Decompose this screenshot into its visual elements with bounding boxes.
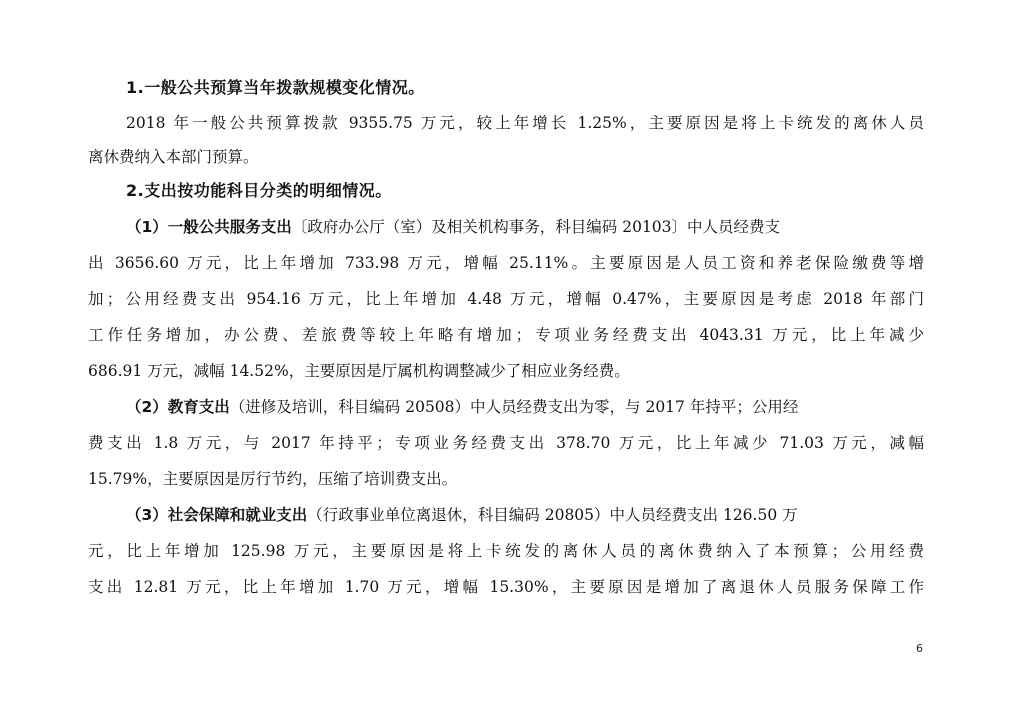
item-2-line-1	[126, 392, 924, 422]
item-1-line-3: 加；公用经费支出 954.16 万元，比上年增加 4.48 万元，增幅 0.47%，主要原因是考虑 2018 年部门	[88, 290, 924, 308]
item-3-line-3: 支出 12.81 万元，比上年增加 1.70 万元，增幅 15.30%，主要原因是增加了离退休人员服务保障工作	[88, 578, 924, 596]
item-1-line-4: 工作任务增加，办公费、差旅费等较上年略有增加；专项业务经费支出 4043.31 万元，比上年减少	[88, 326, 924, 344]
item-1-line-1-text: 〔政府办公厅（室）及相关机构事务，科目编码 20103〕中人员经费支	[291, 218, 781, 236]
item-3-line-1-text: （行政事业单位离退休，科目编码 20805）中人员经费支出 126.50 万	[307, 506, 798, 524]
section-1-paragraph-line-2: 离休费纳入本部门预算。	[88, 148, 259, 166]
section-2-heading: 2.支出按功能科目分类的明细情况。	[126, 181, 392, 200]
item-1-line-5: 686.91 万元，减幅 14.52%，主要原因是厅属机构调整减少了相应业务经费。	[88, 362, 630, 380]
item-2-line-2: 费支出 1.8 万元，与 2017 年持平；专项业务经费支出 378.70 万元，比上年减少 71.03 万元，减幅	[88, 434, 924, 452]
item-1-line-2: 出 3656.60 万元，比上年增加 733.98 万元，增幅 25.11%。主要原因是人员工资和养老保险缴费等增	[88, 254, 924, 272]
item-2-title: （2）教育支出	[126, 398, 230, 416]
page-number: 6	[916, 642, 923, 655]
item-1-title: （1）一般公共服务支出	[126, 218, 292, 236]
section-1-paragraph-line-1: 2018 年一般公共预算拨款 9355.75 万元，较上年增长 1.25%，主要原因是将上卡统发的离休人员	[126, 114, 924, 132]
item-1-line-1	[126, 212, 924, 242]
item-3-title: （3）社会保障和就业支出	[126, 506, 308, 524]
item-3-line-2: 元，比上年增加 125.98 万元，主要原因是将上卡统发的离休人员的离休费纳入了本预算；公用经费	[88, 542, 924, 560]
item-2-line-1-text: （进修及培训，科目编码 20508）中人员经费支出为零，与 2017 年持平；公用经	[229, 398, 799, 416]
item-3-line-1	[126, 500, 924, 530]
item-2-line-3: 15.79%，主要原因是厉行节约，压缩了培训费支出。	[88, 470, 458, 488]
section-1-heading: 1.一般公共预算当年拨款规模变化情况。	[126, 78, 425, 97]
